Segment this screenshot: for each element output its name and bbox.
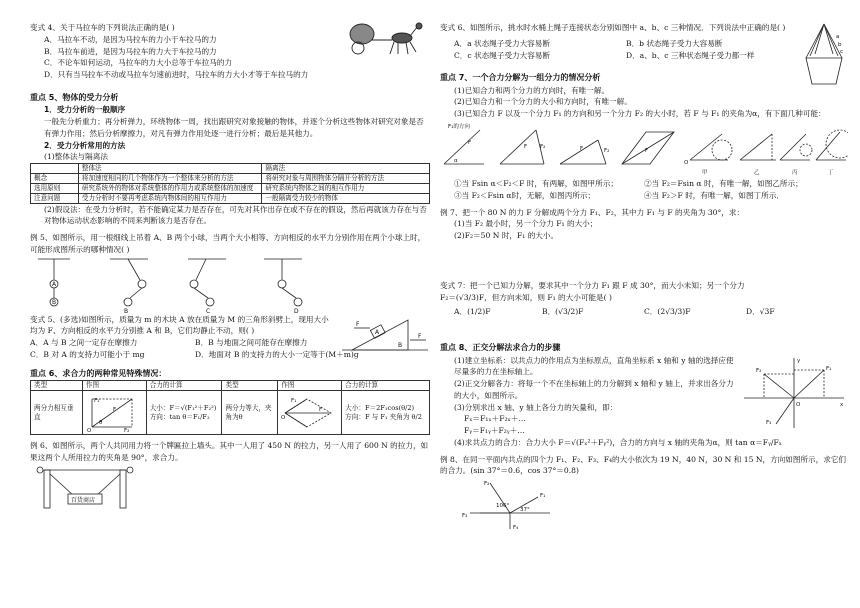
table-cell [342, 391, 430, 435]
variant-7 [440, 280, 848, 318]
paragraph: (1)已知合力和两个分力的方向时，有唯一解。 [454, 85, 610, 95]
figure-label: 甲 [702, 169, 708, 176]
case-3: ③当 F₂＜Fsin α时，无解，如图丙所示； [454, 190, 596, 200]
table-header-cell: 作图 [82, 381, 146, 391]
figure-label: F [524, 143, 528, 150]
case-4: ④当 F₂＞F 时，有唯一解，如图丁所示． [644, 190, 784, 200]
option-b: B．b 状态绳子受力大容易断 [626, 38, 723, 48]
right-column [440, 22, 848, 531]
figure-label: B [52, 298, 57, 306]
question-stem: 例 8、在同一平面内共点的四个力 F₁、F₂、F₃、F₄的大小依次为 19 N，40 N，30 N 和 15 N，方向如图所示，求它们的合力。(sin 37°＝0.6，cos 37°＝0.8) [440, 454, 847, 476]
table-cell [278, 391, 342, 435]
paragraph: 一般先分析重力；再分析弹力，环绕物体一周，找出跟研究对象接触的物体，并逐个分析这些物体对研究对象是否有弹力作用；然后分析摩擦力，对凡有弹力作用处逐一进行分析；最后是其他力。 [44, 116, 424, 138]
figure-label: F [580, 145, 584, 152]
question-stem-continued: F₂＝(√3/3)F，但方向未知，则 F₁ 的大小可能是( ) [440, 292, 612, 302]
figure-label: F₄ [513, 525, 519, 532]
question-stem: 变式 7：把一个已知力分解，要求其中一个分力 F₁ 跟 F 成 30°，而大小未知；另一个分力 [440, 280, 745, 290]
left-column [30, 22, 430, 510]
figure-label: F₂ [484, 481, 490, 488]
figure-label: F₁ [826, 366, 832, 373]
decomposition-cases-figure [440, 120, 848, 178]
option-a: A．a 状态绳子受力大容易断 [454, 38, 550, 48]
table-header-cell [31, 164, 79, 174]
question-stem: 例 7、把一个 80 N 的力 F 分解成两个分力 F₁、F₂，其中力 F₁ 与 F 的夹角为 30°，求： [440, 207, 745, 217]
option-d: D．√3F [746, 307, 775, 317]
key-point-8 [440, 342, 848, 449]
example-7 [440, 207, 848, 242]
subheading: 1．受力分析的一般顺序 [44, 105, 126, 115]
option-b: B．马拉车前进，是因为马拉车的力大于车拉马的力 [44, 46, 217, 56]
table-header-row [31, 381, 430, 391]
figure-label: A [375, 328, 380, 336]
table-cell: 将加速度相同的几个物体作为一个整体来分析的方法 [78, 173, 262, 183]
figure-label: 乙 [754, 169, 760, 176]
table-cell: 研究系统内物体之间的相互作用力 [262, 183, 430, 193]
section-title: 重点 8、正交分解法求合力的步骤 [440, 343, 561, 353]
table-cell: 两分力等大，夹角为θ [222, 391, 278, 435]
question-stem: 变式 6、如图所示，挑水时水桶上绳子连接状态分别如图中 a、b、c 三种情况．下列说法中正确的是( ) [440, 23, 786, 32]
question-stem: 变式 4、关于马拉车的下列说法正确的是( ) [30, 23, 175, 32]
figure-label: a [836, 34, 840, 40]
orthogonal-decomposition-figure [740, 354, 848, 430]
figure-label: x [840, 402, 844, 409]
option-a: A．(1/2)F [454, 307, 491, 317]
formula: Fₓ＝F₁ₓ＋F₂ₓ＋… [464, 414, 526, 424]
figure-label: F [112, 406, 117, 413]
variant-6 [440, 22, 848, 61]
key-point-7 [440, 72, 848, 201]
section-title: 重点 7、一个合力分解为一组分力的情况分析 [440, 73, 601, 83]
figure-label: F [356, 320, 360, 328]
paragraph: (2)假设法：在受力分析时，若不能确定某力是否存在，可先对其作出存在或不存在的假设，然后再就该力存在与否对物体运动状态影响的不同来判断该力是否存在。 [44, 204, 427, 226]
question-stem: 例 6、如图所示，两个人共同用力将一个牌匾拉上墙头。其中一人用了 450 N 的拉力，另一人用了 600 N 的拉力，如果这两个人所用拉力的夹角是 90°，求合力。 [30, 441, 429, 462]
figure-label: O [796, 402, 801, 409]
sign-pulling-figure [30, 464, 140, 510]
horse-cart-figure [342, 18, 424, 58]
four-forces-figure [450, 477, 570, 531]
paragraph: (4)求共点力的合力：合力大小 F＝√(Fₓ²＋Fᵧ²)，合力的方向与 x 轴的夹角为α，则 tan α＝Fᵧ/Fₓ [454, 437, 782, 447]
option-a: A．A 与 B 之间一定存在摩擦力 [30, 338, 138, 348]
option-c: C．B 对 A 的支持力可能小于 mg [30, 349, 145, 359]
option-d: D．a、b、c 三种状态绳子受力都一样 [626, 50, 755, 60]
option-d: D．地面对 B 的支持力的大小一定等于(M＋m)g [195, 349, 359, 359]
method-table [30, 163, 430, 204]
sub-question: (1)当 F₂ 最小时，另一个分力 F₁ 的大小； [454, 219, 598, 229]
paragraph: (1)建立坐标系：以共点力的作用点为坐标原点，直角坐标系 x 轴和 y 轴的选择应使尽量多的力在坐标轴上。 [454, 355, 734, 377]
figure-label: D [294, 307, 299, 314]
method-label: (1)整体法与隔离法 [44, 152, 108, 162]
figure-label: F [468, 139, 472, 146]
table-cell: 受力分析时不要再考虑系统内物体间的相互作用力 [78, 193, 262, 203]
table-cell: 两分力相互垂直 [31, 391, 83, 435]
sign-text: 百货商店 [71, 496, 96, 504]
figure-label: α [454, 157, 458, 164]
figure-label: 丙 [792, 169, 798, 176]
perpendicular-forces-figure [86, 393, 140, 433]
paragraph: (3)已知合力 F 以及一个分力 F₁ 的方向和另一个分力 F₂ 的大小时，若 F 与 F₁ 的夹角为α，有下面几种可能： [454, 109, 826, 119]
figure-label: O [684, 159, 689, 166]
figure-label: B [124, 307, 129, 314]
figure-label: F₁ [93, 397, 100, 404]
formula: 大小：F＝√(F₁²＋F₂²) [149, 403, 217, 412]
figure-label: c [840, 49, 844, 55]
table-row [31, 183, 430, 193]
paragraph: (3)分别求出 x 轴、y 轴上各分力的矢量和，即： [454, 402, 618, 412]
table-header-cell: 整体法 [78, 164, 262, 174]
figure-label: 106° [496, 503, 510, 510]
paragraph: (2)已知合力和一个分力的大小和方向时，有唯一解。 [454, 97, 632, 107]
figure-label: C [206, 307, 211, 314]
example-5 [30, 232, 430, 314]
hanging-balls-figure [30, 256, 330, 314]
table-cell: 概念 [31, 173, 79, 183]
key-point-5 [30, 92, 430, 227]
figure-label: A [52, 280, 57, 288]
table-header-cell: 合力的计算 [146, 381, 222, 391]
section-title: 重点 5、物体的受力分析 [30, 92, 119, 102]
figure-label: F₁ [540, 493, 546, 500]
table-header-row [31, 164, 430, 174]
table-header-cell: 合力的计算 [342, 381, 430, 391]
figure-label: F₁的方向 [448, 123, 470, 130]
case-2: ②当 F₂＝Fsin α 时，有唯一解，如图乙所示； [644, 178, 803, 188]
formula: 方向：tan θ＝F₁/F₂ [149, 412, 210, 421]
paragraph: (2)正交分解各力：将每一个不在坐标轴上的力分解到 x 轴和 y 轴上，并求出各分力的大小，如图所示。 [454, 379, 734, 400]
subheading: 2．受力分析常用的方法 [44, 140, 126, 150]
figure-label: F₂ [123, 427, 130, 433]
example-8 [440, 454, 848, 532]
table-row [31, 391, 430, 435]
formula: 方向：F 与 F₁ 夹角为 θ/2 [345, 412, 422, 421]
table-row [31, 173, 430, 183]
table-cell [146, 391, 222, 435]
formula: 大小：F＝2F₁cos(θ/2) [345, 403, 415, 412]
bucket-rope-figure [800, 22, 848, 86]
option-c: C．(2√3/3)F [644, 307, 691, 317]
figure-label: 丁 [828, 169, 834, 176]
figure-label: 37° [520, 507, 530, 514]
table-row [31, 193, 430, 203]
equal-forces-figure [281, 393, 335, 433]
table-cell: 注意问题 [31, 193, 79, 203]
question-stem: 例 5、如图所示，用一根细线上吊着 A、B 两个小球，当两个大小相等、方向相反的水平力分别作用在两个小球上时，可能形成图所示的哪种情况( ) [30, 233, 426, 254]
option-c: C．c 状态绳子受力大容易断 [454, 50, 551, 60]
figure-label: F₂ [540, 143, 546, 150]
formula: Fᵧ＝F₁ᵧ＋F₂ᵧ＋… [464, 426, 525, 436]
figure-label: θ [98, 419, 103, 426]
option-a: A．马拉车不动，是因为马拉车的力小于车拉马的力 [44, 34, 217, 44]
figure-label: F₃ [462, 513, 468, 520]
table-cell: 将研究对象与周围物体分隔开分析的方法 [262, 173, 430, 183]
figure-label: F [319, 406, 323, 413]
option-d: D．只有当马拉车不动或马拉车匀速前进时，马拉车的力大小才等于车拉马的力 [44, 70, 309, 80]
table-header-cell: 作图 [278, 381, 342, 391]
figure-label: b [838, 42, 842, 48]
option-b: B．B 与地面之间可能存在摩擦力 [195, 338, 308, 348]
figure-label: F₂ [604, 147, 610, 154]
option-c: C．不论车如何运动，马拉车的力大小总等于车拉马的力 [44, 58, 233, 68]
sub-question: (2)F₂＝50 N 时，F₁ 的大小。 [454, 231, 559, 241]
question-stem: 变式 5、(多选)如图所示，质量为 m 的木块 A 放在质量为 M 的三角形斜劈上，现用大小均为 F、方向相反的水平力分别推 A 和 B，它们均静止不动，则( ) [30, 314, 329, 336]
table-cell: 研究系统外的物体对系统整体的作用力或系统整体的加速度 [78, 183, 262, 193]
figure-label: B [398, 341, 403, 349]
example-6 [30, 440, 430, 510]
key-point-6 [30, 368, 430, 435]
figure-label: F₁ [291, 397, 297, 404]
section-title: 重点 6、求合力的两种常见特殊情况： [30, 368, 167, 378]
figure-label: y [797, 358, 801, 365]
option-b: B．(√3/2)F [542, 307, 584, 317]
table-header-cell: 隔离法 [262, 164, 430, 174]
table-cell: 一般隔离受力较少的物体 [262, 193, 430, 203]
figure-label: O [281, 414, 286, 421]
resultant-table [30, 380, 430, 435]
variant-5 [30, 314, 430, 361]
figure-label: F₃ [766, 420, 772, 427]
figure-label: F₂ [756, 368, 762, 375]
table-cell [82, 391, 146, 435]
figure-label: O [86, 427, 92, 433]
table-header-cell: 类型 [31, 381, 83, 391]
table-cell: 选用原则 [31, 183, 79, 193]
case-1: ①当 Fsin α＜F₂＜F 时，有两解，如图甲所示； [454, 178, 618, 188]
figure-label: F [418, 332, 422, 340]
table-header-cell: 类型 [222, 381, 278, 391]
wedge-figure [342, 314, 428, 354]
figure-label: F [645, 147, 649, 154]
